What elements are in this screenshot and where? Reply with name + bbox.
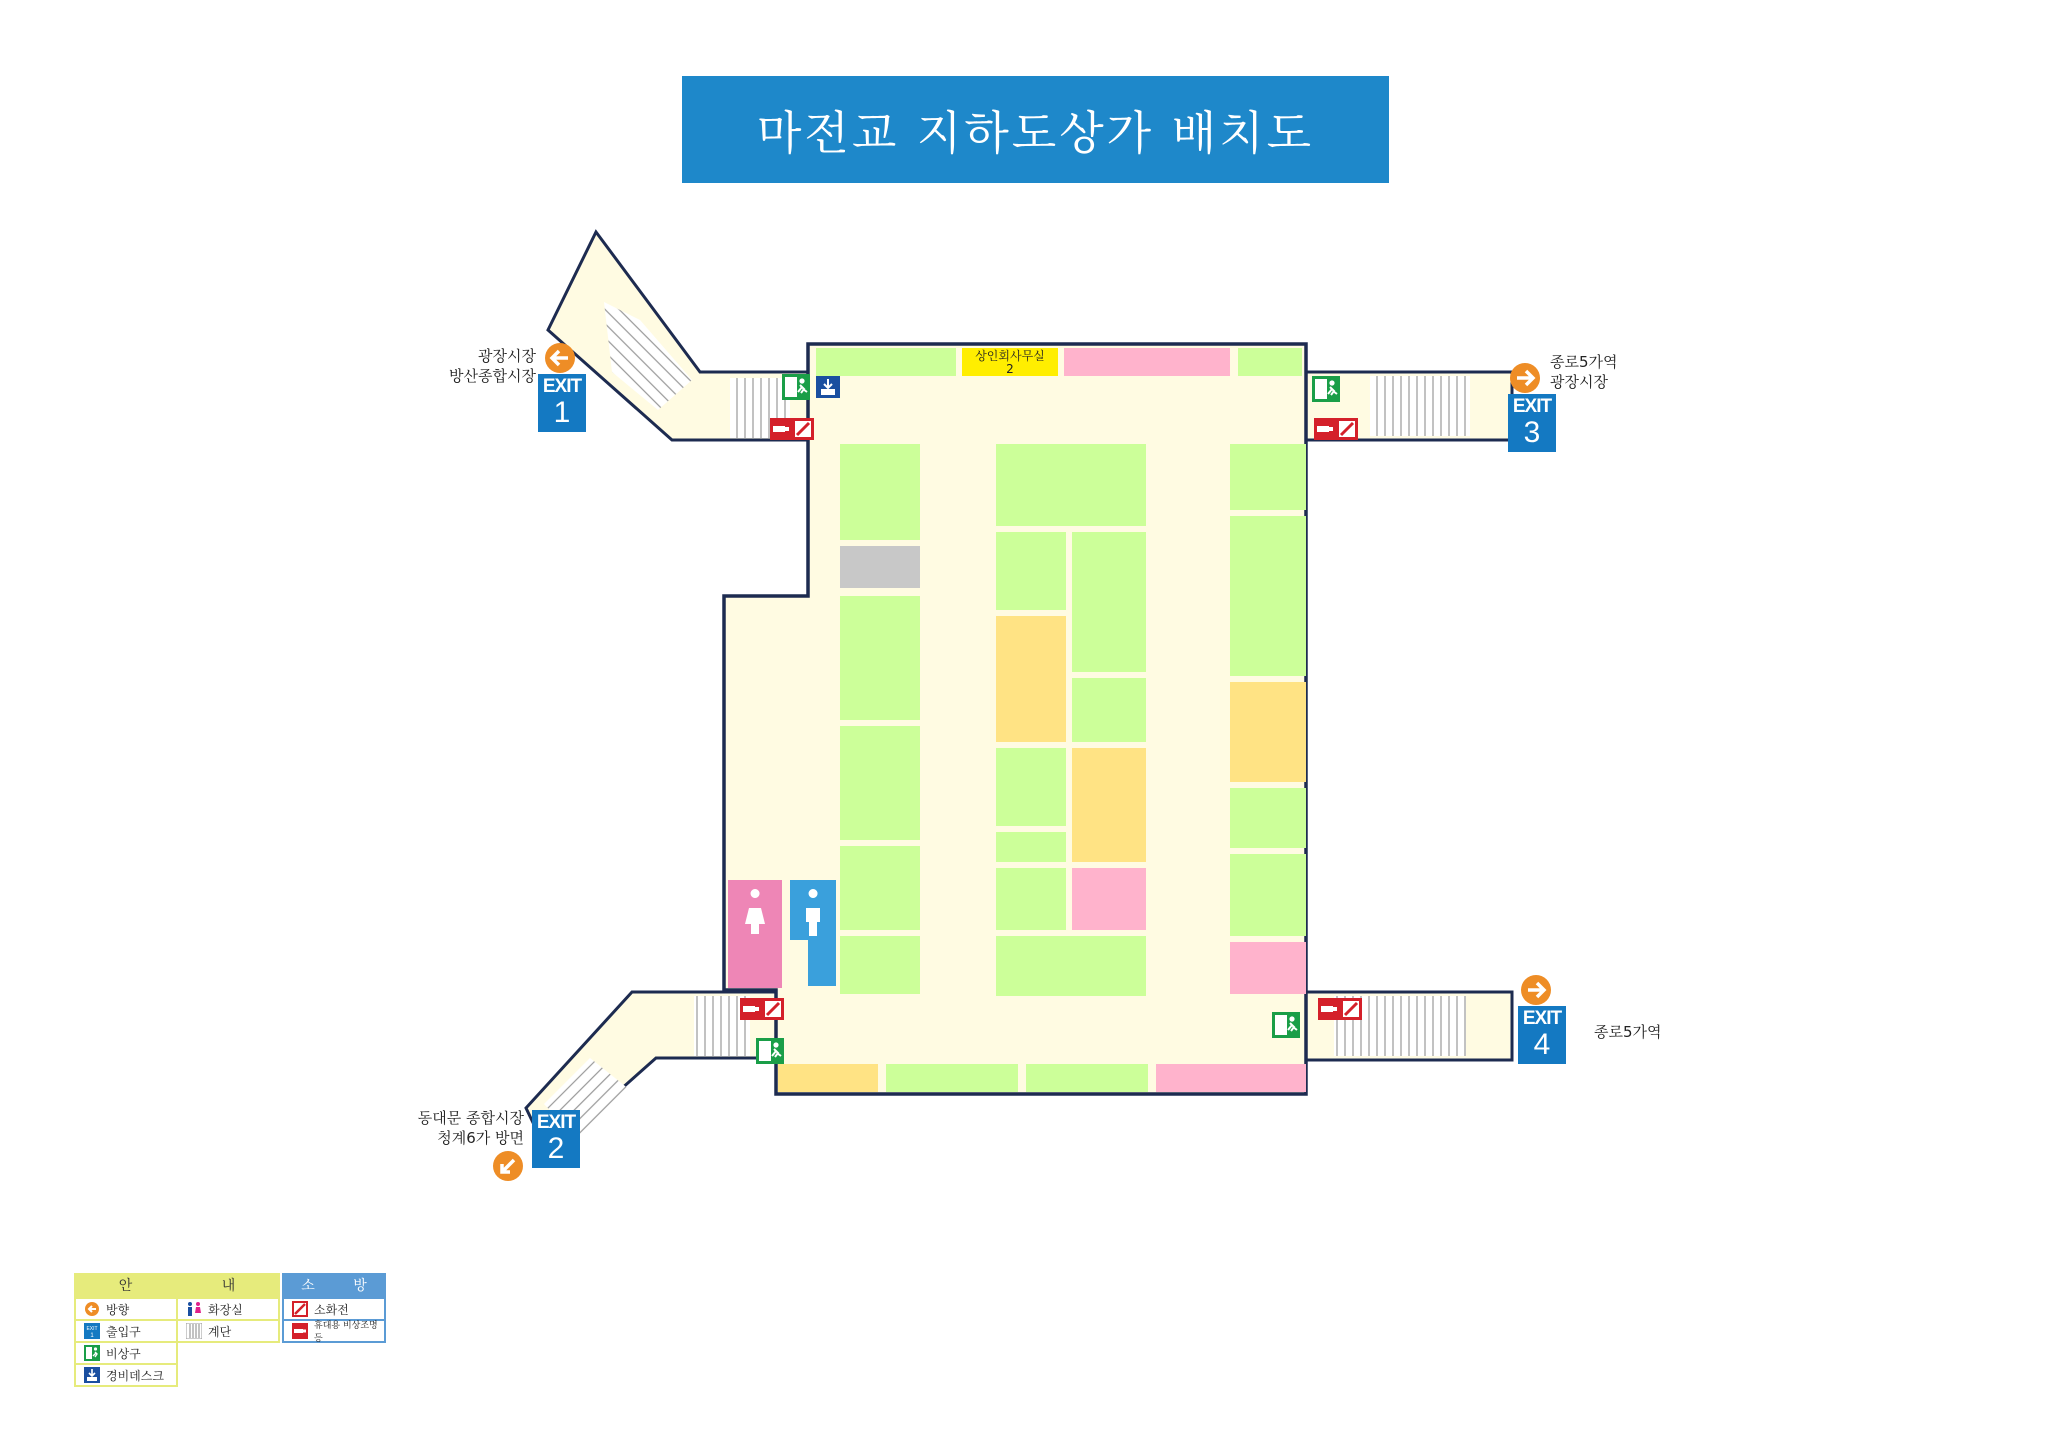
legend-stairs — [176, 1319, 280, 1343]
exit-4-dest-line1: 종로5가역 — [1594, 1023, 1662, 1041]
exit-3-destination — [1550, 352, 1618, 392]
shop — [1064, 348, 1230, 376]
portable-light-icon — [1318, 998, 1340, 1020]
exit3-stairs — [1370, 376, 1470, 436]
exit-1-dest-line2: 방산종합시장 — [449, 367, 536, 385]
shop — [996, 748, 1066, 826]
legend-guide-header — [74, 1273, 280, 1297]
legend-guide-header-left: 안 — [118, 1278, 133, 1294]
emergency-exit-icon — [1272, 1012, 1300, 1038]
legend-emergency-exit-label: 비상구 — [106, 1346, 141, 1361]
security-desk-icon — [816, 376, 840, 398]
shop — [1072, 678, 1146, 742]
exit-2-dest-line1: 동대문 종합시장 — [417, 1109, 524, 1127]
shop — [1230, 854, 1306, 936]
shop — [886, 1064, 1018, 1092]
shop — [1230, 682, 1306, 782]
exit-3-number: 3 — [1523, 416, 1541, 449]
entrance-icon — [84, 1323, 100, 1339]
page-title: 마전교 지하도상가 배치도 — [682, 76, 1389, 183]
legend-guide-header-right: 내 — [221, 1278, 236, 1294]
legend-fire-header — [282, 1273, 386, 1297]
legend-hydrant-label: 소화전 — [314, 1302, 349, 1317]
exit-2-dest-line2: 청계6가 방면 — [437, 1129, 524, 1147]
restroom-icon — [186, 1301, 202, 1317]
legend-direction — [74, 1297, 178, 1321]
exit-3-label: EXIT — [1512, 396, 1552, 417]
security-desk-icon — [84, 1367, 100, 1383]
exit-2-destination — [380, 1108, 524, 1148]
legend-fire-header-left: 소 — [301, 1278, 315, 1294]
exit-4-label: EXIT — [1522, 1008, 1562, 1029]
shop — [1072, 868, 1146, 930]
shop — [816, 348, 956, 376]
direction-arrow-icon — [493, 1151, 523, 1181]
legend-restroom — [176, 1297, 280, 1321]
exit-1-number: 1 — [553, 396, 571, 429]
legend-security-desk-label: 경비데스크 — [106, 1368, 164, 1383]
shop — [840, 726, 920, 840]
legend-security-desk — [74, 1363, 178, 1387]
portable-light-icon — [1314, 418, 1336, 440]
emergency-exit-icon — [84, 1345, 100, 1361]
shop — [1072, 532, 1146, 672]
portable-light-icon — [740, 998, 762, 1020]
legend-entrance — [74, 1319, 178, 1343]
exit-1-dest-line1: 광장시장 — [478, 347, 536, 365]
shop — [1230, 444, 1306, 510]
shop — [996, 868, 1066, 930]
exit-4-badge[interactable] — [1518, 1006, 1566, 1064]
shop — [996, 936, 1146, 996]
shop — [1238, 348, 1302, 376]
hydrant-icon — [762, 998, 784, 1020]
exit-1-label: EXIT — [542, 376, 582, 397]
emergency-exit-icon — [756, 1038, 784, 1064]
direction-arrow-icon — [1521, 975, 1551, 1005]
hydrant-icon — [1340, 998, 1362, 1020]
exit-1-badge[interactable] — [538, 374, 586, 432]
shop — [996, 532, 1066, 610]
direction-arrow-icon — [545, 343, 575, 373]
hydrant-icon — [292, 1301, 308, 1317]
exit-3-dest-line2: 광장시장 — [1550, 373, 1608, 391]
shop — [840, 846, 920, 930]
direction-arrow-icon — [84, 1301, 100, 1317]
hydrant-icon — [792, 418, 814, 440]
svg-text:EXIT: EXIT — [86, 1326, 98, 1332]
office-label-line2: 2 — [1006, 362, 1014, 376]
shop — [840, 444, 920, 540]
shop — [778, 1064, 878, 1092]
exit-2-number: 2 — [547, 1132, 565, 1165]
legend-emergency-exit — [74, 1341, 178, 1365]
hydrant-icon — [1336, 418, 1358, 440]
shop — [1230, 788, 1306, 848]
portable-light-icon — [770, 418, 792, 440]
exit-4-number: 4 — [1533, 1028, 1551, 1061]
shop — [996, 616, 1066, 742]
shop — [1072, 748, 1146, 862]
stairs-icon — [186, 1323, 202, 1339]
shop — [1156, 1064, 1306, 1092]
shop — [840, 936, 920, 994]
shop — [1230, 942, 1306, 994]
legend-entrance-label: 출입구 — [106, 1324, 141, 1339]
legend-portable-light — [282, 1319, 386, 1343]
exit-2-label: EXIT — [536, 1112, 576, 1133]
legend-stairs-label: 계단 — [208, 1324, 232, 1339]
direction-arrow-icon — [1510, 363, 1540, 393]
exit-1-destination — [420, 346, 536, 386]
exit-3-dest-line1: 종로5가역 — [1550, 353, 1618, 371]
exit-3-badge[interactable] — [1508, 394, 1556, 452]
emergency-exit-icon — [782, 374, 810, 400]
portable-light-icon — [292, 1323, 308, 1339]
shop — [996, 444, 1146, 526]
shop — [996, 832, 1066, 862]
shop — [840, 596, 920, 720]
legend-fire-header-right: 방 — [353, 1278, 367, 1294]
legend-portable-light-label: 휴대용 비상조명등 — [314, 1321, 378, 1344]
legend-restroom-label: 화장실 — [208, 1302, 243, 1317]
emergency-exit-icon — [1312, 376, 1340, 402]
office-label-line1: 상인회사무실 — [975, 349, 1045, 363]
legend-direction-label: 방향 — [106, 1302, 130, 1317]
exit-2-badge[interactable] — [532, 1110, 580, 1168]
storage — [840, 546, 920, 588]
exit-4-destination — [1594, 1022, 1662, 1042]
svg-text:1: 1 — [90, 1333, 94, 1339]
shop — [1230, 516, 1306, 676]
shop — [1026, 1064, 1148, 1092]
